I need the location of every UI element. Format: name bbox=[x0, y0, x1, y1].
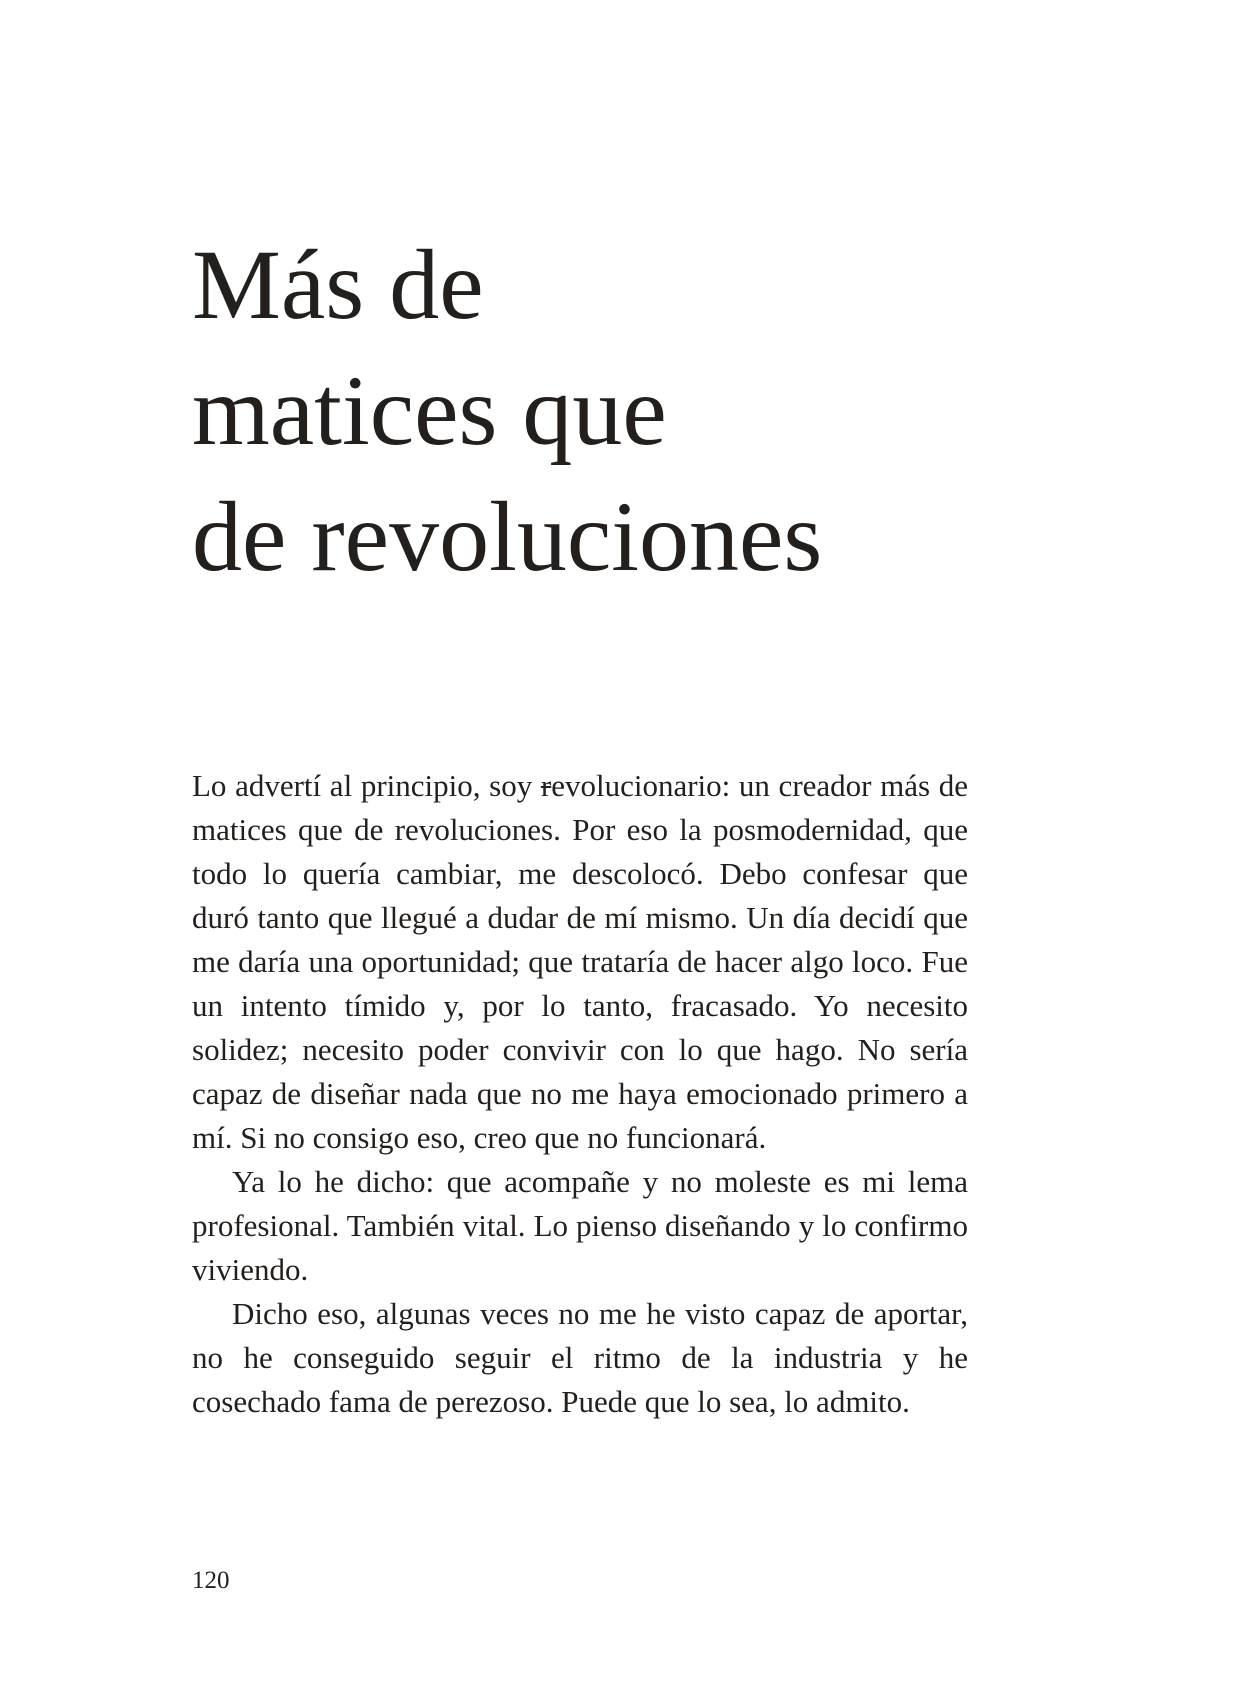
paragraph-1 bbox=[192, 764, 968, 1160]
paragraph-1-rest: evolucionario: un creador más de matices que de revoluciones. Por eso la posmodernidad, que todo lo quería cambiar, me descolocó. Debo confesar que duró tanto que llegué a dudar de mí mismo. Un día decidí que me daría una oportunidad; que trataría de hacer algo loco. Fue un intento tímido y, por lo tanto, fracasado. Yo necesito solidez; necesito poder convivir con lo que hago. No sería capaz de diseñar nada que no me haya emocionado primero a mí. Si no consigo eso, creo que no funcionará. bbox=[192, 768, 968, 1155]
paragraph-2: Ya lo he dicho: que acompañe y no moleste es mi lema profesional. También vital. Lo pienso diseñando y lo confirmo viviendo. bbox=[192, 1164, 968, 1287]
chapter-title bbox=[192, 222, 1092, 600]
chapter-title-line-1: Más de bbox=[192, 229, 484, 340]
paragraph-1-start: Lo advertí al principio, soy bbox=[192, 768, 541, 803]
paragraph-3: Dicho eso, algunas veces no me he visto capaz de aportar, no he conseguido seguir el ritmo de la industria y he cosechado fama de perezoso. Puede que lo sea, lo admito. bbox=[192, 1296, 968, 1419]
struck-letter: r bbox=[540, 768, 552, 803]
body-text bbox=[192, 764, 968, 1424]
chapter-title-line-3: de revoluciones bbox=[192, 481, 823, 592]
chapter-title-line-2: matices que bbox=[192, 355, 667, 466]
page-number: 120 bbox=[192, 1567, 230, 1594]
